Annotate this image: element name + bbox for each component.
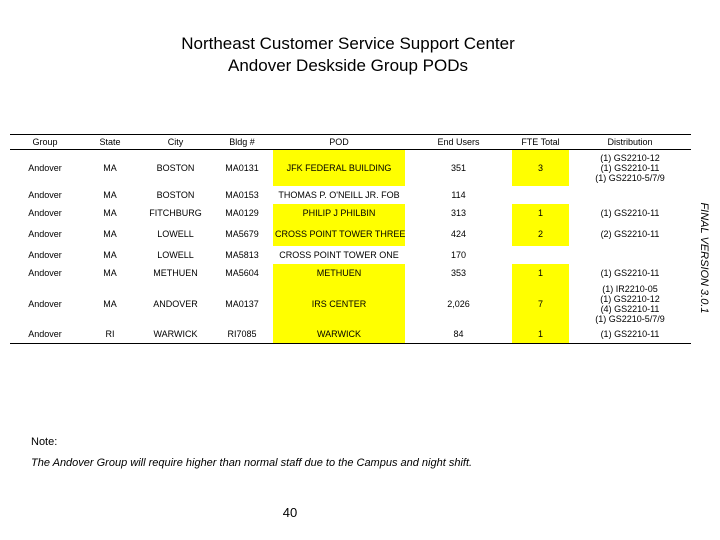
distribution-line: (1) GS2210-11 (600, 207, 660, 218)
cell-bldg: MA0131 (225, 162, 259, 173)
cell-fte-total (512, 186, 569, 204)
cell-city: LOWELL (157, 228, 194, 239)
cell-city: BOSTON (156, 189, 195, 200)
cell-city: ANDOVER (153, 298, 198, 309)
table-row (10, 150, 691, 186)
distribution-line: (1) GS2210-12 (600, 152, 660, 163)
table-row (10, 186, 691, 204)
cell-end-users: 353 (450, 267, 467, 278)
cell-distribution (569, 150, 691, 186)
cell-fte-total: 1 (512, 326, 569, 344)
cell-distribution (569, 222, 691, 246)
distribution-line: (2) GS2210-11 (600, 228, 660, 239)
cell-fte-total: 1 (512, 204, 569, 222)
cell-pod: PHILIP J PHILBIN (273, 204, 405, 222)
cell-pod: CROSS POINT TOWER ONE (279, 249, 399, 260)
distribution-line: (4) GS2210-11 (600, 303, 660, 314)
distribution-line: (1) IR2210-05 (602, 283, 658, 294)
cell-end-users: 2,026 (447, 298, 470, 309)
header-bldg: Bldg # (211, 135, 273, 150)
cell-group: Andover (28, 207, 62, 218)
cell-fte-total: 1 (512, 264, 569, 282)
cell-city: BOSTON (156, 162, 195, 173)
cell-pod: METHUEN (273, 264, 405, 282)
cell-pod: THOMAS P. O'NEILL JR. FOB (278, 189, 400, 200)
cell-bldg: MA0153 (225, 189, 259, 200)
cell-fte-total: 7 (512, 282, 569, 326)
cell-fte-total (512, 246, 569, 264)
title-line-2: Andover Deskside Group PODs (228, 56, 468, 75)
cell-distribution (569, 204, 691, 222)
cell-end-users: 424 (450, 228, 467, 239)
page-number: 40 (282, 505, 298, 520)
cell-pod: JFK FEDERAL BUILDING (273, 150, 405, 186)
cell-state: MA (103, 162, 117, 173)
cell-city: FITCHBURG (149, 207, 202, 218)
title-line-1: Northeast Customer Service Support Center (181, 34, 515, 53)
version-label: FINAL VERSION 3.0.1 (698, 202, 710, 314)
header-fte-total: FTE Total (512, 135, 569, 150)
cell-state: MA (103, 298, 117, 309)
cell-bldg: RI7085 (211, 326, 273, 344)
cell-bldg: MA5813 (225, 249, 259, 260)
cell-city: WARWICK (140, 326, 211, 344)
cell-distribution (569, 282, 691, 326)
distribution-line: (1) GS2210-11 (600, 329, 660, 340)
cell-group: Andover (28, 189, 62, 200)
cell-state: MA (103, 207, 117, 218)
header-state: State (80, 135, 140, 150)
cell-distribution (569, 264, 691, 282)
table-row (10, 246, 691, 264)
pods-table-body (10, 150, 691, 344)
cell-pod: IRS CENTER (273, 282, 405, 326)
cell-fte-total: 3 (512, 150, 569, 186)
distribution-line: (1) GS2210-5/7/9 (595, 313, 665, 324)
cell-group: Andover (28, 228, 62, 239)
cell-city: LOWELL (157, 249, 194, 260)
cell-bldg: MA5604 (225, 267, 259, 278)
table-row (10, 282, 691, 326)
pods-table (10, 134, 691, 344)
cell-bldg: MA0129 (225, 207, 259, 218)
cell-state: MA (103, 228, 117, 239)
cell-pod: CROSS POINT TOWER THREE (273, 222, 405, 246)
distribution-line: (1) GS2210-12 (600, 293, 660, 304)
cell-group: Andover (28, 267, 62, 278)
cell-state: MA (103, 189, 117, 200)
cell-fte-total: 2 (512, 222, 569, 246)
table-row (10, 204, 691, 222)
note-label: Note: (31, 436, 58, 448)
table-row (10, 326, 691, 344)
header-city: City (140, 135, 211, 150)
distribution-line: (1) GS2210-11 (600, 162, 660, 173)
cell-end-users: 351 (450, 162, 467, 173)
cell-end-users: 114 (451, 189, 466, 200)
cell-city: METHUEN (153, 267, 198, 278)
cell-state: MA (103, 249, 117, 260)
cell-end-users: 170 (450, 249, 467, 260)
header-distribution: Distribution (569, 135, 691, 150)
note-text: The Andover Group will require higher than normal staff due to the Campus and night shift. (31, 457, 473, 469)
cell-group: Andover (28, 249, 62, 260)
cell-group: Andover (28, 162, 62, 173)
cell-state: MA (103, 267, 117, 278)
cell-group: Andover (28, 298, 62, 309)
page-title (0, 33, 696, 77)
table-row (10, 222, 691, 246)
table-row (10, 264, 691, 282)
table-header-row (10, 135, 691, 150)
cell-bldg: MA5679 (225, 228, 259, 239)
cell-end-users: 313 (450, 207, 467, 218)
cell-state: RI (80, 326, 140, 344)
cell-end-users: 84 (405, 326, 512, 344)
cell-distribution (569, 326, 691, 344)
distribution-line: (1) GS2210-11 (600, 267, 660, 278)
cell-bldg: MA0137 (225, 298, 259, 309)
distribution-line: (1) GS2210-5/7/9 (595, 172, 665, 183)
cell-distribution (569, 246, 691, 264)
header-group: Group (10, 135, 80, 150)
cell-distribution (569, 186, 691, 204)
cell-pod: WARWICK (273, 326, 405, 344)
header-end-users: End Users (405, 135, 512, 150)
cell-group: Andover (10, 326, 80, 344)
header-pod: POD (273, 135, 405, 150)
